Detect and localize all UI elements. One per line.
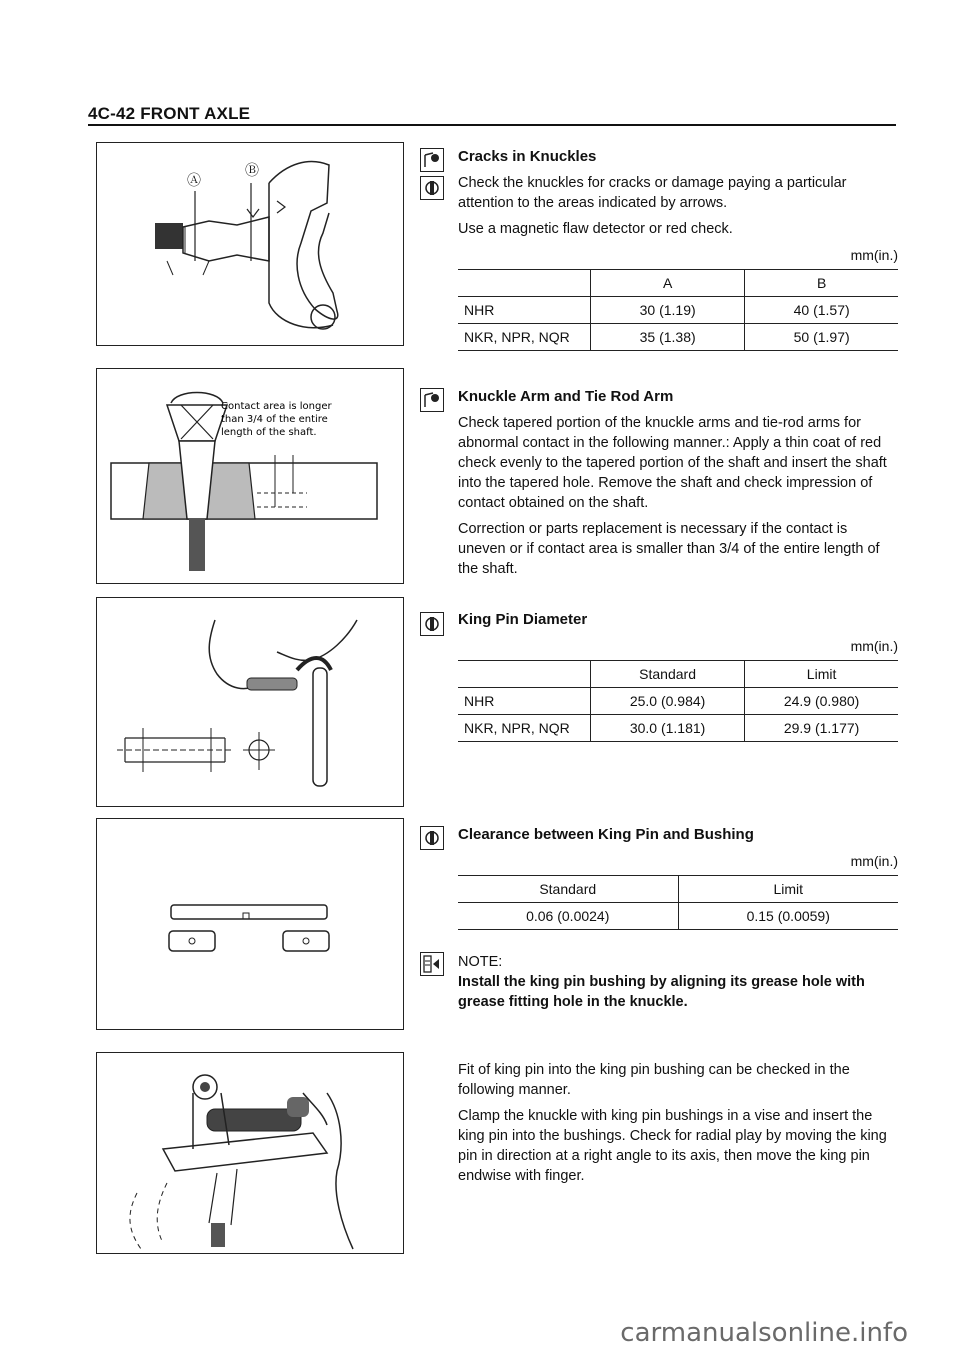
table-cell: 29.9 (1.177)	[745, 715, 898, 742]
figure-knuckle-cracks	[96, 142, 404, 346]
table-cell	[458, 270, 591, 297]
table-row	[458, 297, 898, 324]
section-fit-check	[458, 1060, 898, 1192]
section-title: King Pin Diameter	[458, 611, 588, 628]
figure-fit-check	[96, 1052, 404, 1254]
watermark-text: carmanualsonline.info	[620, 1318, 908, 1348]
figure-bushing	[96, 818, 404, 1030]
table-cell: Limit	[678, 876, 898, 903]
bushing-illustration	[97, 819, 403, 1029]
table-cell: B	[745, 270, 898, 297]
figure-king-pin-micrometer	[96, 597, 404, 807]
paragraph: Fit of king pin into the king pin bushing can be checked in the following manner.	[458, 1062, 850, 1098]
table-row	[458, 688, 898, 715]
unit-label: mm(in.)	[850, 247, 898, 263]
section-king-pin-diameter	[458, 610, 898, 742]
knuckle-illustration	[97, 143, 403, 345]
table-cell: Standard	[591, 661, 745, 688]
table-cell: A	[591, 270, 745, 297]
figure-tapered-contact	[96, 368, 404, 584]
table-cell: 0.06 (0.0024)	[458, 903, 678, 930]
table-cell: 25.0 (0.984)	[591, 688, 745, 715]
note-text: Install the king pin bushing by aligning its grease hole with grease fitting hole in the knuckle.	[458, 974, 865, 1010]
unit-label: mm(in.)	[850, 638, 898, 654]
table-cell: NHR	[458, 297, 591, 324]
callout-line-1: Contact area is longer	[221, 401, 332, 412]
taper-illustration	[97, 369, 403, 583]
callout-line-2: than 3/4 of the entire	[221, 414, 328, 425]
note-block	[458, 952, 898, 1012]
paragraph: Use a magnetic flaw detector or red check.	[458, 221, 733, 237]
note-icon	[420, 952, 444, 976]
table-cell: 50 (1.97)	[745, 324, 898, 351]
section-title: Knuckle Arm and Tie Rod Arm	[458, 388, 674, 405]
table-row	[458, 324, 898, 351]
table-cell: NKR, NPR, NQR	[458, 715, 591, 742]
section-title: Clearance between King Pin and Bushing	[458, 826, 754, 843]
label-a: Ⓐ	[187, 173, 201, 189]
paragraph: Check the knuckles for cracks or damage paying a particular attention to the areas indicated by arrows.	[458, 175, 847, 211]
table-row	[458, 715, 898, 742]
table-cell: 40 (1.57)	[745, 297, 898, 324]
fit-check-illustration	[97, 1053, 403, 1253]
table-cell: 24.9 (0.980)	[745, 688, 898, 715]
header-rule	[88, 124, 896, 126]
table-cell: Limit	[745, 661, 898, 688]
micrometer-illustration	[97, 598, 403, 806]
callout-text	[221, 401, 335, 438]
note-label: NOTE:	[458, 954, 503, 970]
table-cell: 30.0 (1.181)	[591, 715, 745, 742]
section-cracks-in-knuckles	[458, 147, 898, 351]
measure-icon	[420, 176, 444, 200]
table-row	[458, 903, 898, 930]
measure-icon	[420, 826, 444, 850]
page-header: 4C-42 FRONT AXLE	[88, 104, 251, 123]
clearance-table	[458, 875, 898, 930]
label-b: Ⓑ	[245, 163, 259, 179]
table-cell: 0.15 (0.0059)	[678, 903, 898, 930]
table-cell: 35 (1.38)	[591, 324, 745, 351]
paragraph: Correction or parts replacement is necessary if the contact is uneven or if contact area is smaller than 3/4 of the entire length of the shaft.	[458, 521, 880, 577]
measure-icon	[420, 612, 444, 636]
cracks-table	[458, 269, 898, 351]
inspect-icon	[420, 388, 444, 412]
inspect-icon	[420, 148, 444, 172]
paragraph: Check tapered portion of the knuckle arms and tie-rod arms for abnormal contact in the following manner.: Apply a thin coat of red check evenly to the tapered portion of the shaft and insert the shaft into the tapered hole. Remove the shaft and check impression of contact obtained on the shaft.	[458, 415, 887, 511]
king-pin-table	[458, 660, 898, 742]
section-clearance	[458, 825, 898, 930]
table-cell: 30 (1.19)	[591, 297, 745, 324]
section-knuckle-arm	[458, 387, 898, 585]
callout-line-3: length of the shaft.	[221, 427, 317, 438]
table-header-row	[458, 270, 898, 297]
unit-label: mm(in.)	[850, 853, 898, 869]
section-title: Cracks in Knuckles	[458, 148, 597, 165]
table-cell: Standard	[458, 876, 678, 903]
table-cell: NHR	[458, 688, 591, 715]
paragraph: Clamp the knuckle with king pin bushings in a vise and insert the king pin into the bushings. Check for radial play by moving the king pin in direction at a right angle to its axis, then move the king pin endwise with finger.	[458, 1108, 887, 1184]
table-cell	[458, 661, 591, 688]
table-cell: NKR, NPR, NQR	[458, 324, 591, 351]
table-header-row	[458, 661, 898, 688]
table-header-row	[458, 876, 898, 903]
